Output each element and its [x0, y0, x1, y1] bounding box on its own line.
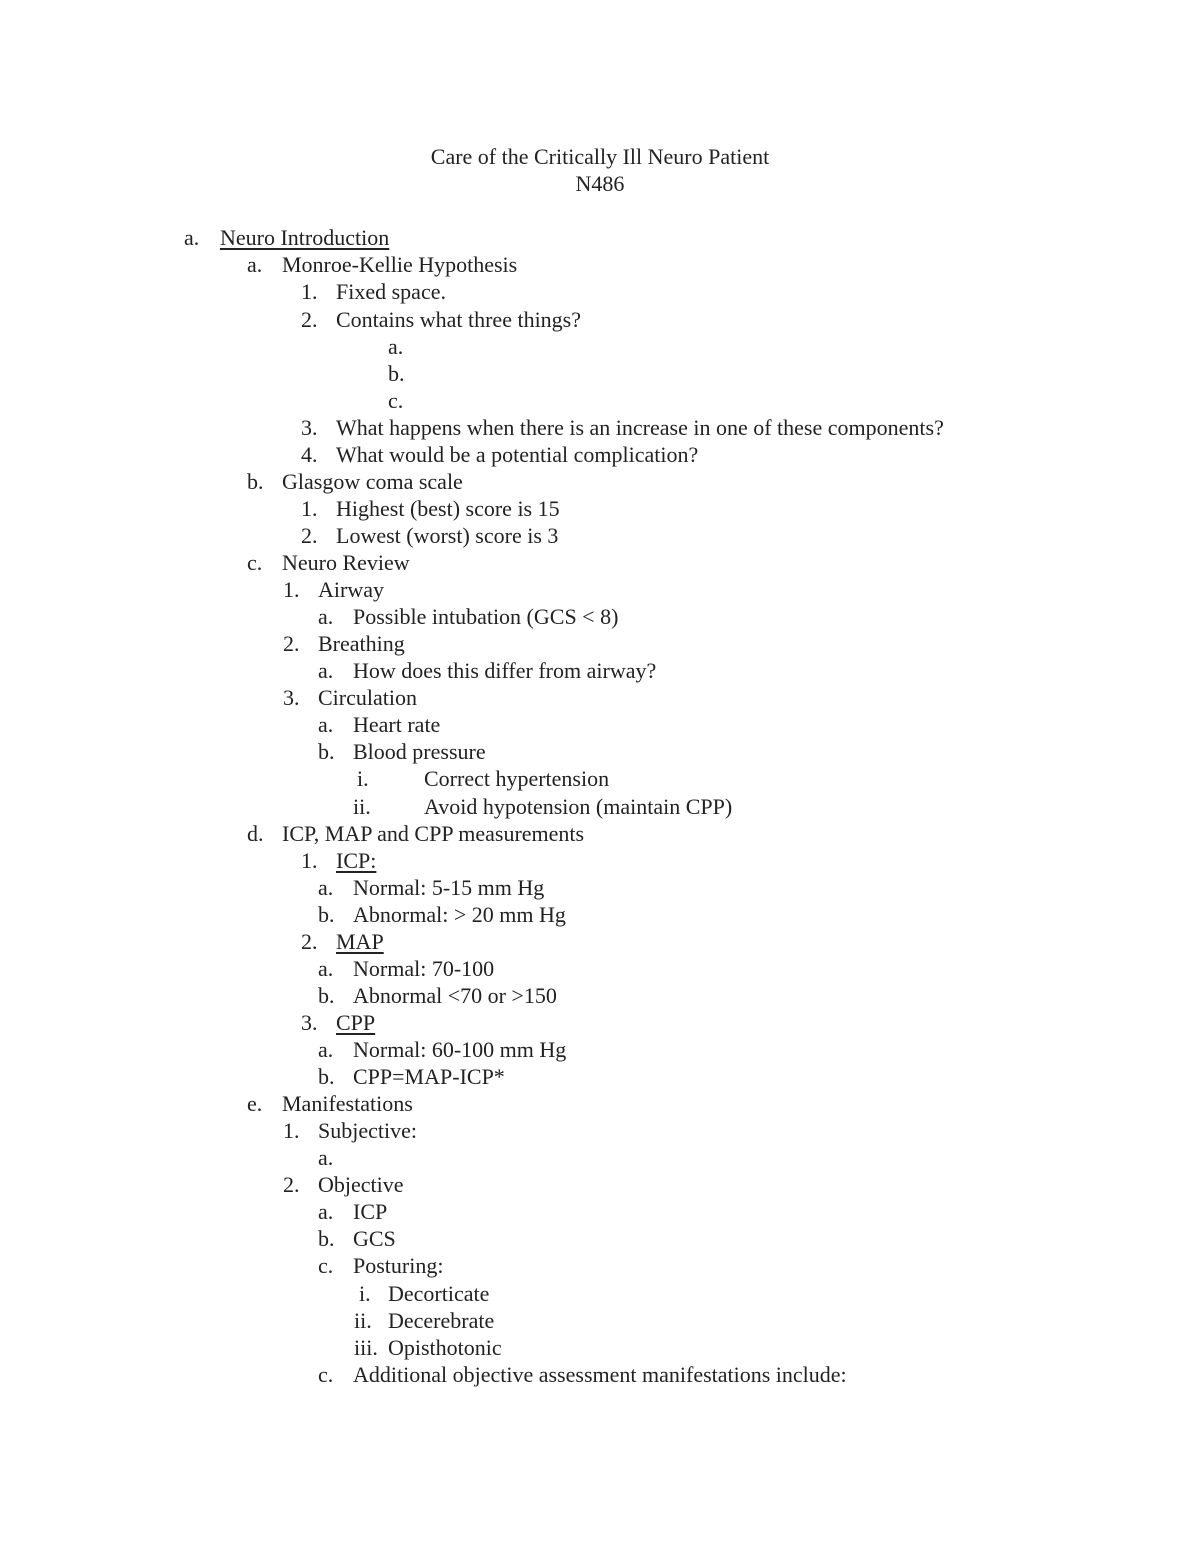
- outline-item: Lowest (worst) score is 3: [336, 523, 559, 548]
- outline-item: What would be a potential complication?: [336, 442, 699, 467]
- outline-item-icp: ICP:: [336, 848, 377, 873]
- outline-marker: i.: [359, 1281, 371, 1306]
- outline-item: Subjective:: [318, 1118, 417, 1143]
- outline-marker: 3.: [301, 1010, 318, 1035]
- outline-item: Objective: [318, 1172, 404, 1197]
- outline-marker: c.: [318, 1362, 334, 1387]
- outline-item: Fixed space.: [336, 279, 446, 304]
- outline-marker: 2.: [301, 523, 318, 548]
- outline-item: Additional objective assessment manifestations include:: [353, 1362, 847, 1387]
- outline-item: Possible intubation (GCS < 8): [353, 604, 619, 629]
- outline-item: Abnormal <70 or >150: [353, 983, 557, 1008]
- outline-marker: b.: [318, 739, 335, 764]
- outline-marker: a.: [247, 252, 263, 277]
- outline-item: ICP: [353, 1199, 388, 1224]
- outline-marker: b.: [247, 469, 264, 494]
- outline-marker: a.: [318, 1199, 334, 1224]
- outline-marker: 1.: [283, 577, 300, 602]
- outline-item: Circulation: [318, 685, 417, 710]
- outline-marker: c.: [388, 388, 404, 413]
- outline-item: Glasgow coma scale: [282, 469, 463, 494]
- outline-marker: 1.: [301, 496, 318, 521]
- outline-marker: d.: [247, 821, 264, 846]
- outline-marker: a.: [318, 1145, 334, 1170]
- outline-item: Normal: 60-100 mm Hg: [353, 1037, 567, 1062]
- outline-item: What happens when there is an increase in one of these components?: [336, 415, 944, 440]
- outline-marker: 1.: [283, 1118, 300, 1143]
- outline-item: Breathing: [318, 631, 405, 656]
- outline-item: Contains what three things?: [336, 307, 582, 332]
- outline-marker: a.: [318, 875, 334, 900]
- outline-marker: 2.: [301, 307, 318, 332]
- outline-marker: 4.: [301, 442, 318, 467]
- outline-marker: 1.: [301, 279, 318, 304]
- outline-item: Normal: 70-100: [353, 956, 495, 981]
- outline-marker: b.: [318, 902, 335, 927]
- outline-item-map: MAP: [336, 929, 384, 954]
- outline-item: Decorticate: [388, 1281, 490, 1306]
- outline-item: Blood pressure: [353, 739, 486, 764]
- outline-marker: c.: [318, 1253, 334, 1278]
- outline-item: ICP, MAP and CPP measurements: [282, 821, 585, 846]
- outline-marker: 1.: [301, 848, 318, 873]
- outline-marker: iii.: [354, 1335, 378, 1360]
- outline-marker: b.: [318, 983, 335, 1008]
- outline-marker: a.: [318, 712, 334, 737]
- outline-marker: i.: [357, 766, 369, 791]
- outline-marker: a.: [318, 956, 334, 981]
- outline-marker: b.: [388, 361, 405, 386]
- outline-marker: b.: [318, 1064, 335, 1089]
- outline-item: Avoid hypotension (maintain CPP): [424, 794, 733, 819]
- outline-marker: 3.: [301, 415, 318, 440]
- outline-item: Correct hypertension: [424, 766, 610, 791]
- outline-item: Decerebrate: [388, 1308, 495, 1333]
- outline-item-cpp: CPP: [336, 1010, 376, 1035]
- outline-marker: 3.: [283, 685, 300, 710]
- outline-item: Airway: [318, 577, 384, 602]
- outline-item: Heart rate: [353, 712, 441, 737]
- outline-marker: e.: [247, 1091, 263, 1116]
- outline-marker: a.: [318, 1037, 334, 1062]
- outline-marker: c.: [247, 550, 263, 575]
- outline-item: Posturing:: [353, 1253, 444, 1278]
- section-heading-neuro-introduction: Neuro Introduction: [220, 225, 390, 250]
- outline-item: CPP=MAP-ICP*: [353, 1064, 505, 1089]
- outline-marker: a.: [318, 658, 334, 683]
- outline-item: How does this differ from airway?: [353, 658, 657, 683]
- document-title: Care of the Critically Ill Neuro Patient: [430, 144, 770, 169]
- outline-item: Abnormal: > 20 mm Hg: [353, 902, 566, 927]
- outline-item: Neuro Review: [282, 550, 410, 575]
- outline-marker: ii.: [353, 794, 371, 819]
- outline-item: Highest (best) score is 15: [336, 496, 560, 521]
- outline-marker: a.: [388, 334, 404, 359]
- outline-item: GCS: [353, 1226, 396, 1251]
- outline-item: Monroe-Kellie Hypothesis: [282, 252, 518, 277]
- outline-marker: a.: [318, 604, 334, 629]
- outline-marker: 2.: [283, 1172, 300, 1197]
- course-code: N486: [575, 171, 625, 196]
- outline-marker: 2.: [301, 929, 318, 954]
- outline-marker: b.: [318, 1226, 335, 1251]
- outline-item: Normal: 5-15 mm Hg: [353, 875, 545, 900]
- outline-marker: ii.: [354, 1308, 372, 1333]
- outline-item: Opisthotonic: [388, 1335, 502, 1360]
- outline-marker: a.: [184, 225, 200, 250]
- outline-marker: 2.: [283, 631, 300, 656]
- outline-item: Manifestations: [282, 1091, 413, 1116]
